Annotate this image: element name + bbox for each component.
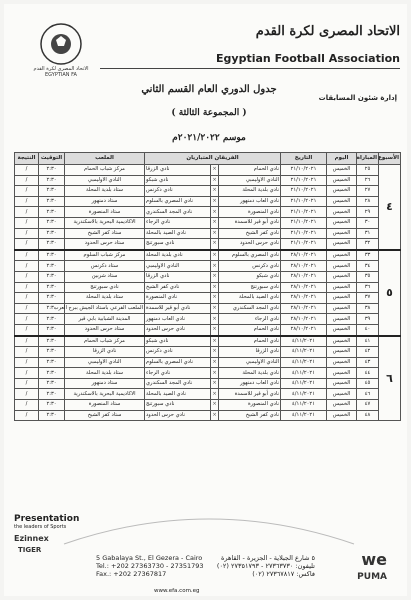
match-day: الخميس xyxy=(327,303,357,314)
match-day: الخميس xyxy=(327,400,357,411)
table-row xyxy=(15,400,401,411)
match-day: الخميس xyxy=(327,314,357,325)
match-day: الخميس xyxy=(327,336,357,347)
home-team: نادي المنصورة xyxy=(219,207,281,218)
versus-mark: × xyxy=(211,186,219,197)
table-row xyxy=(15,347,401,358)
match-result: / xyxy=(15,389,39,400)
versus-mark: × xyxy=(211,336,219,347)
stadium: ستاد دمنهور xyxy=(65,378,145,389)
match-date: ٢١/١٠/٢٠٢١ xyxy=(281,186,327,197)
match-result: / xyxy=(15,293,39,304)
away-team: نادي حرس الحدود xyxy=(145,324,211,335)
stadium: ستاد كفر الشيخ xyxy=(65,228,145,239)
match-result: / xyxy=(15,324,39,335)
away-team: نادي المنصورة xyxy=(145,293,211,304)
away-team: نادي بلدية المحلة xyxy=(145,250,211,261)
away-team: النادي الاوليمبي xyxy=(145,261,211,272)
versus-mark: × xyxy=(211,368,219,379)
table-row xyxy=(15,303,401,314)
match-number: ٤٨ xyxy=(357,410,379,421)
table-row xyxy=(15,410,401,421)
home-team: نادي الصيد بالمحلة xyxy=(219,293,281,304)
kickoff-time: ٢:٣٠ xyxy=(39,271,65,282)
stadium: الاكاديمية البحرية بالاسكندرية xyxy=(65,389,145,400)
match-day: الخميس xyxy=(327,261,357,272)
week-number: ٥ xyxy=(379,250,401,336)
table-row xyxy=(15,378,401,389)
home-team: نادي دكرنس xyxy=(219,261,281,272)
versus-mark: × xyxy=(211,357,219,368)
match-day: الخميس xyxy=(327,239,357,250)
match-number: ٣٧ xyxy=(357,293,379,304)
home-team: نادي العاب دمنهور xyxy=(219,378,281,389)
stadium: ستاد بلدية المحلة xyxy=(65,368,145,379)
match-number: ٣٤ xyxy=(357,261,379,272)
sponsor-we: we xyxy=(361,550,387,569)
sponsor-tiger: TIGER xyxy=(18,546,42,554)
kickoff-time: ٢:٣٠ xyxy=(39,175,65,186)
league-title: جدول الدوري العام القسم الثاني xyxy=(141,84,277,95)
away-team: نادي المجد السكندري xyxy=(145,378,211,389)
stadium: الملعب الفرعي باستاد الجيش ببرج العرب xyxy=(65,303,145,314)
versus-mark: × xyxy=(211,303,219,314)
match-result: / xyxy=(15,175,39,186)
table-row xyxy=(15,282,401,293)
stadium: النادي الاوليمبي xyxy=(65,357,145,368)
address-line: ٥ شارع الجبلاية - الجزيرة - القاهرة xyxy=(221,554,315,562)
versus-mark: × xyxy=(211,196,219,207)
col-week: الأسبوع xyxy=(379,153,401,165)
table-row xyxy=(15,228,401,239)
address-ar xyxy=(217,554,315,578)
fixtures-body xyxy=(15,165,401,421)
col-teams: الفريقان المتباريان xyxy=(145,153,281,165)
table-row xyxy=(15,250,401,261)
stadium: ستاد شربين xyxy=(65,271,145,282)
versus-mark: × xyxy=(211,228,219,239)
versus-mark: × xyxy=(211,282,219,293)
match-number: ٢٩ xyxy=(357,207,379,218)
match-result: / xyxy=(15,357,39,368)
stadium: ستاد المنصورة xyxy=(65,400,145,411)
match-date: ٤/١١/٢٠٢١ xyxy=(281,368,327,379)
kickoff-time: ٢:٣٠ xyxy=(39,282,65,293)
stadium: نادي الزرقا xyxy=(65,347,145,358)
match-result: / xyxy=(15,282,39,293)
match-number: ٢٥ xyxy=(357,165,379,176)
match-day: الخميس xyxy=(327,410,357,421)
match-number: ٤٢ xyxy=(357,347,379,358)
stadium: ستاد المنصورة xyxy=(65,207,145,218)
match-day: الخميس xyxy=(327,271,357,282)
match-day: الخميس xyxy=(327,368,357,379)
kickoff-time: ٢:٣٠ xyxy=(39,293,65,304)
logo-caption: الاتحاد المصرى لكرة القدم EGYPTIAN FA xyxy=(33,66,89,78)
home-team: النادي الاوليمبي xyxy=(219,175,281,186)
match-day: الخميس xyxy=(327,357,357,368)
away-team: نادي العاب دمنهور xyxy=(145,314,211,325)
table-row xyxy=(15,207,401,218)
table-row xyxy=(15,271,401,282)
match-day: الخميس xyxy=(327,250,357,261)
versus-mark: × xyxy=(211,314,219,325)
kickoff-time: ٢:٣٠ xyxy=(39,336,65,347)
kickoff-time: ٢:٣٠ xyxy=(39,314,65,325)
table-row xyxy=(15,175,401,186)
match-day: الخميس xyxy=(327,217,357,228)
match-result: / xyxy=(15,271,39,282)
table-row xyxy=(15,261,401,272)
match-date: ٢٨/١٠/٢٠٢١ xyxy=(281,261,327,272)
stadium: ستاد بلدية المحلة xyxy=(65,186,145,197)
kickoff-time: ٢:٣٠ xyxy=(39,207,65,218)
away-team: نادي سبورتنج xyxy=(145,239,211,250)
table-row xyxy=(15,336,401,347)
home-team: نادي بلدية المحلة xyxy=(219,368,281,379)
kickoff-time: ٢:٣٠ xyxy=(39,261,65,272)
kickoff-time: ٢:٣٠ xyxy=(39,389,65,400)
stadium: ستاد حرس الحدود xyxy=(65,239,145,250)
kickoff-time: ٢:٣٠ xyxy=(39,378,65,389)
stadium: ستاد دكرنس xyxy=(65,261,145,272)
versus-mark: × xyxy=(211,378,219,389)
ornament-icon xyxy=(64,504,354,554)
stadium: النادي الاوليمبي xyxy=(65,175,145,186)
away-team: نادي الصيد بالمحلة xyxy=(145,228,211,239)
home-team: نادي الحمام xyxy=(219,336,281,347)
match-date: ٢١/١٠/٢٠٢١ xyxy=(281,217,327,228)
match-date: ٢١/١٠/٢٠٢١ xyxy=(281,207,327,218)
match-result: / xyxy=(15,165,39,176)
week-number: ٤ xyxy=(379,165,401,250)
table-row xyxy=(15,389,401,400)
match-day: الخميس xyxy=(327,186,357,197)
home-team: نادي المجد السكندري xyxy=(219,303,281,314)
versus-mark: × xyxy=(211,410,219,421)
match-day: الخميس xyxy=(327,347,357,358)
stadium: الاكاديمية البحرية بالاسكندرية xyxy=(65,217,145,228)
away-team: نادي الزرقا xyxy=(145,271,211,282)
match-number: ٢٦ xyxy=(357,175,379,186)
match-number: ٤٥ xyxy=(357,378,379,389)
home-team: نادي كفر الشيخ xyxy=(219,410,281,421)
presentation-name: Presentation xyxy=(14,514,80,524)
home-team: نادي سبورتنج xyxy=(219,282,281,293)
home-team: نادي الحمام xyxy=(219,165,281,176)
col-result: النتيجة xyxy=(15,153,39,165)
home-team: نادي الزرقا xyxy=(219,347,281,358)
match-day: الخميس xyxy=(327,378,357,389)
match-number: ٤٤ xyxy=(357,368,379,379)
away-team: نادي أبو قير للاسمدة xyxy=(145,303,211,314)
versus-mark: × xyxy=(211,400,219,411)
home-team: نادي العاب دمنهور xyxy=(219,196,281,207)
presentation-tagline: the leaders of Sports xyxy=(14,524,67,530)
match-date: ٤/١١/٢٠٢١ xyxy=(281,400,327,411)
home-team: نادي المنصورة xyxy=(219,400,281,411)
table-row xyxy=(15,239,401,250)
col-match: المباراة xyxy=(357,153,379,165)
table-row xyxy=(15,357,401,368)
match-result: / xyxy=(15,303,39,314)
match-number: ٤٠ xyxy=(357,324,379,335)
match-number: ٤٦ xyxy=(357,389,379,400)
match-result: / xyxy=(15,228,39,239)
address-line: Fax.: +202 27367817 xyxy=(96,570,167,578)
match-result: / xyxy=(15,378,39,389)
stadium: ستاد كفر الشيخ xyxy=(65,410,145,421)
kickoff-time: ٢:٣٠ xyxy=(39,347,65,358)
match-date: ٢١/١٠/٢٠٢١ xyxy=(281,196,327,207)
col-time: التوقيت xyxy=(39,153,65,165)
match-number: ٢٨ xyxy=(357,196,379,207)
match-number: ٤٣ xyxy=(357,357,379,368)
kickoff-time: ٢:٣٠ xyxy=(39,324,65,335)
week-number: ٦ xyxy=(379,336,401,421)
away-team: نادي الصيد بالمحلة xyxy=(145,389,211,400)
match-date: ٢٨/١٠/٢٠٢١ xyxy=(281,324,327,335)
match-day: الخميس xyxy=(327,282,357,293)
match-number: ٣٠ xyxy=(357,217,379,228)
col-date: التاريخ xyxy=(281,153,327,165)
address-line: 5 Gabalaya St., El Gezera - Cairo xyxy=(96,554,203,562)
match-date: ٢١/١٠/٢٠٢١ xyxy=(281,228,327,239)
kickoff-time: ٢:٣٠ xyxy=(39,303,65,314)
match-result: / xyxy=(15,314,39,325)
match-day: الخميس xyxy=(327,165,357,176)
match-date: ٢٨/١٠/٢٠٢١ xyxy=(281,250,327,261)
match-date: ٢١/١٠/٢٠٢١ xyxy=(281,239,327,250)
away-team: نادي المصري بالسلوم xyxy=(145,357,211,368)
away-team: نادي الرجاء xyxy=(145,368,211,379)
match-number: ٣٦ xyxy=(357,282,379,293)
match-number: ٣٥ xyxy=(357,271,379,282)
table-row xyxy=(15,165,401,176)
kickoff-time: ٢:٣٠ xyxy=(39,239,65,250)
match-result: / xyxy=(15,336,39,347)
kickoff-time: ٢:٣٠ xyxy=(39,196,65,207)
home-team: نادي الحمام xyxy=(219,324,281,335)
match-number: ٢٧ xyxy=(357,186,379,197)
address-line: Tel.: +202 27363730 - 27351793 xyxy=(96,562,204,570)
versus-mark: × xyxy=(211,271,219,282)
kickoff-time: ٢:٣٠ xyxy=(39,410,65,421)
table-row xyxy=(15,293,401,304)
kickoff-time: ٢:٣٠ xyxy=(39,165,65,176)
away-team: نادي سبورتنج xyxy=(145,400,211,411)
match-number: ٣٨ xyxy=(357,303,379,314)
match-day: الخميس xyxy=(327,228,357,239)
versus-mark: × xyxy=(211,250,219,261)
away-team: نادي دكرنس xyxy=(145,186,211,197)
table-row xyxy=(15,368,401,379)
home-team: نادي الرجاء xyxy=(219,314,281,325)
kickoff-time: ٢:٣٠ xyxy=(39,357,65,368)
kickoff-time: ٢:٣٠ xyxy=(39,368,65,379)
versus-mark: × xyxy=(211,207,219,218)
match-result: / xyxy=(15,250,39,261)
kickoff-time: ٢:٣٠ xyxy=(39,186,65,197)
stadium: مركز شباب السلوم xyxy=(65,250,145,261)
stadium: المدينة الشبابية بابي قير xyxy=(65,314,145,325)
versus-mark: × xyxy=(211,165,219,176)
match-result: / xyxy=(15,196,39,207)
match-day: الخميس xyxy=(327,389,357,400)
address-line: تليفون: ٢٧٣٦٣٧٣٠ - ٢٧٣٥١٧٩٣ (٠٢) xyxy=(216,562,315,570)
kickoff-time: ٢:٣٠ xyxy=(39,217,65,228)
website-link[interactable]: www.efa.com.eg xyxy=(154,588,200,594)
match-number: ٤٧ xyxy=(357,400,379,411)
match-number: ٣٩ xyxy=(357,314,379,325)
match-result: / xyxy=(15,347,39,358)
match-number: ٣١ xyxy=(357,228,379,239)
match-date: ٤/١١/٢٠٢١ xyxy=(281,357,327,368)
stadium: ستاد حرس الحدود xyxy=(65,324,145,335)
home-team: نادي أبو قير للاسمدة xyxy=(219,389,281,400)
footer xyxy=(4,504,407,596)
match-date: ٢١/١٠/٢٠٢١ xyxy=(281,165,327,176)
department-name: إدارة شئون المسابقات xyxy=(318,94,397,102)
away-team: نادي المجد السكندري xyxy=(145,207,211,218)
kickoff-time: ٢:٣٠ xyxy=(39,400,65,411)
season-title: موسم ٢٠٢١/٢٠٢٢م xyxy=(172,133,246,143)
fixtures-table xyxy=(14,152,401,421)
sponsor-ezinnex: Ezinnex xyxy=(14,534,49,543)
document-page xyxy=(4,4,407,596)
match-result: / xyxy=(15,239,39,250)
match-number: ٣٢ xyxy=(357,239,379,250)
match-result: / xyxy=(15,207,39,218)
home-team: نادي أبو قير للاسمدة xyxy=(219,217,281,228)
match-day: الخميس xyxy=(327,196,357,207)
versus-mark: × xyxy=(211,293,219,304)
table-row xyxy=(15,314,401,325)
kickoff-time: ٢:٣٠ xyxy=(39,250,65,261)
sponsor-puma: PUMA xyxy=(357,572,387,582)
stadium: مركز شباب الحمام xyxy=(65,165,145,176)
match-date: ٤/١١/٢٠٢١ xyxy=(281,378,327,389)
versus-mark: × xyxy=(211,261,219,272)
match-date: ٤/١١/٢٠٢١ xyxy=(281,389,327,400)
table-row xyxy=(15,196,401,207)
versus-mark: × xyxy=(211,347,219,358)
table-row xyxy=(15,186,401,197)
match-date: ٢٨/١٠/٢٠٢١ xyxy=(281,282,327,293)
table-row xyxy=(15,217,401,228)
match-result: / xyxy=(15,410,39,421)
match-result: / xyxy=(15,368,39,379)
stadium: نادي سبورتنج xyxy=(65,282,145,293)
match-date: ٤/١١/٢٠٢١ xyxy=(281,347,327,358)
home-team: نادي المصري بالسلوم xyxy=(219,250,281,261)
match-date: ٤/١١/٢٠٢١ xyxy=(281,410,327,421)
home-team: نادي كفر الشيخ xyxy=(219,228,281,239)
col-day: اليوم xyxy=(327,153,357,165)
home-team: النادي الاوليمبي xyxy=(219,357,281,368)
federation-name-ar: الاتحاد المصرى لكرة القدم xyxy=(255,24,400,39)
letterhead xyxy=(4,22,407,82)
away-team: نادي حرس الحدود xyxy=(145,410,211,421)
match-result: / xyxy=(15,186,39,197)
address-line: فاكس: ٢٧٣٦٧٨١٧ (٠٢) xyxy=(252,570,315,578)
match-date: ٤/١١/٢٠٢١ xyxy=(281,336,327,347)
stadium: مركز شباب الحمام xyxy=(65,336,145,347)
match-date: ٢٨/١٠/٢٠٢١ xyxy=(281,303,327,314)
match-day: الخميس xyxy=(327,293,357,304)
home-team: نادي شبكو xyxy=(219,271,281,282)
versus-mark: × xyxy=(211,175,219,186)
match-day: الخميس xyxy=(327,324,357,335)
match-result: / xyxy=(15,400,39,411)
versus-mark: × xyxy=(211,324,219,335)
match-day: الخميس xyxy=(327,207,357,218)
match-number: ٣٣ xyxy=(357,250,379,261)
kickoff-time: ٢:٣٠ xyxy=(39,228,65,239)
away-team: نادي الزرقا xyxy=(145,165,211,176)
match-date: ٢٨/١٠/٢٠٢١ xyxy=(281,271,327,282)
stadium: ستاد دمنهور xyxy=(65,196,145,207)
match-result: / xyxy=(15,261,39,272)
away-team: نادي دكرنس xyxy=(145,347,211,358)
match-date: ٢٨/١٠/٢٠٢١ xyxy=(281,293,327,304)
away-team: نادي كفر الشيخ xyxy=(145,282,211,293)
presentation-logo xyxy=(14,514,79,530)
versus-mark: × xyxy=(211,239,219,250)
versus-mark: × xyxy=(211,389,219,400)
versus-mark: × xyxy=(211,217,219,228)
match-result: / xyxy=(15,217,39,228)
table-row xyxy=(15,324,401,335)
away-team: نادي الرجاء xyxy=(145,217,211,228)
match-date: ٢١/١٠/٢٠٢١ xyxy=(281,175,327,186)
match-number: ٤١ xyxy=(357,336,379,347)
federation-name-en: Egyptian Football Association xyxy=(216,52,400,65)
col-stadium: الملعب xyxy=(65,153,145,165)
table-header-row xyxy=(15,153,401,165)
home-team: نادي حرس الحدود xyxy=(219,239,281,250)
match-date: ٢٨/١٠/٢٠٢١ xyxy=(281,314,327,325)
address-en xyxy=(96,554,204,578)
stadium: ستاد بلدية المحلة xyxy=(65,293,145,304)
away-team: نادي المصري بالسلوم xyxy=(145,196,211,207)
away-team: نادي شبكو xyxy=(145,175,211,186)
home-team: نادي بلدية المحلة xyxy=(219,186,281,197)
group-title: ( المجموعة الثالثة ) xyxy=(171,108,247,118)
header-divider xyxy=(100,68,400,69)
match-day: الخميس xyxy=(327,175,357,186)
away-team: نادي شبكو xyxy=(145,336,211,347)
